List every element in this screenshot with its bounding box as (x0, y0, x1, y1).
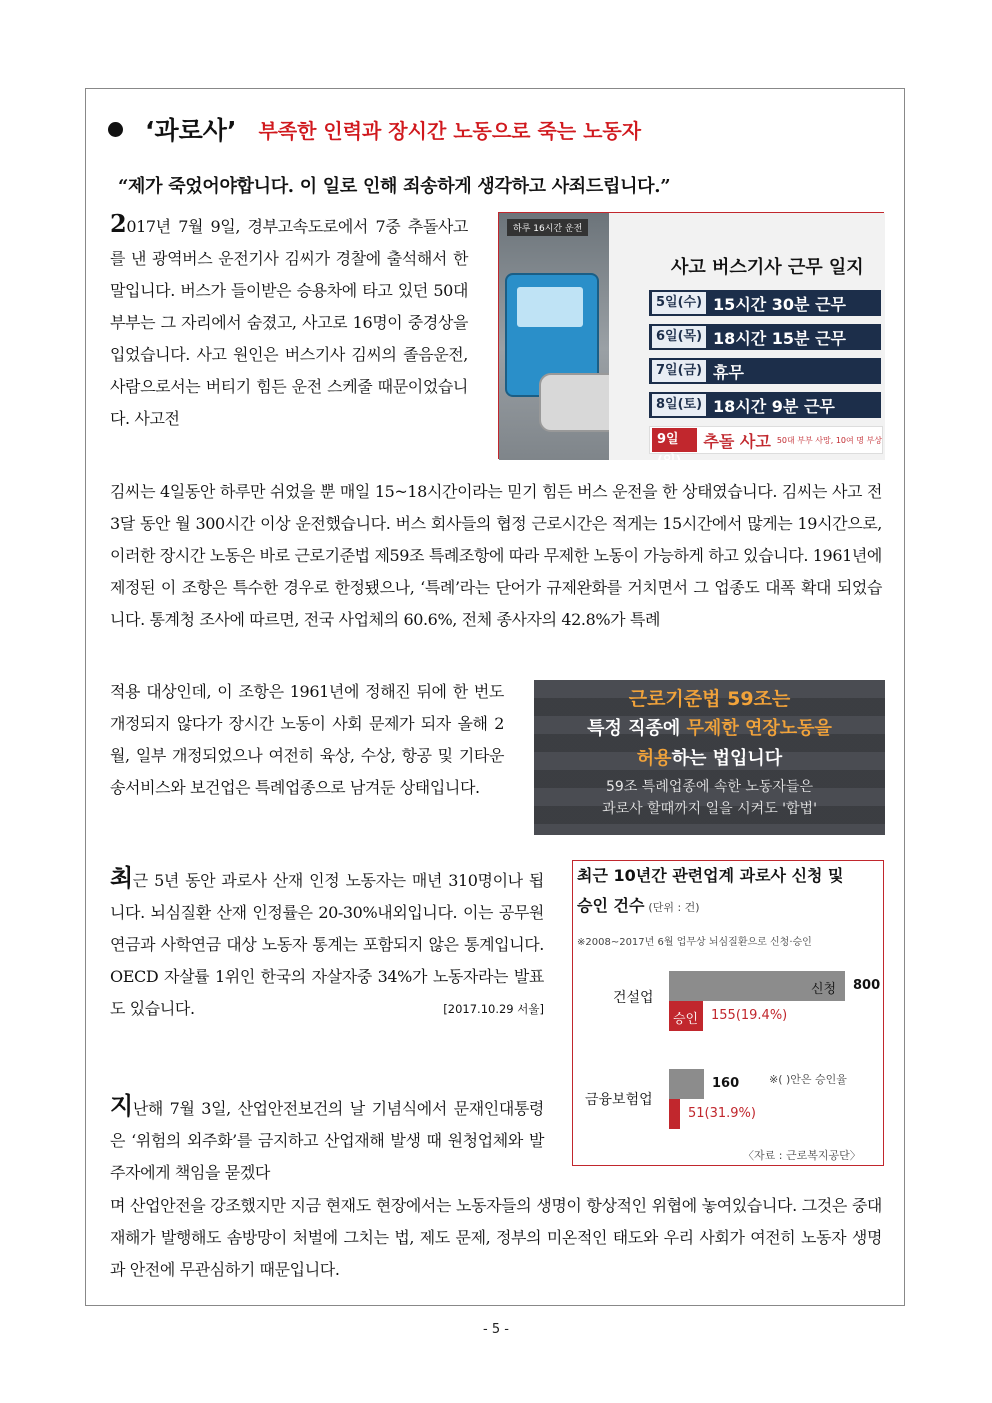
citation: [2017.10.29 서울] (443, 1002, 544, 1016)
chart-unit: (단위 : 건) (648, 901, 700, 914)
series-label-applied: 신청 (811, 982, 837, 997)
paragraph-3-wide: 며 산업안전을 강조했지만 지금 현재도 현장에서는 노동자들의 생명이 항상적인 위협에 놓여있습니다. 그것은 중대재해가 발행해도 솜방망이 처벌에 그치는 법, 제도 문제, 정부의 미온적인 태도와 우리 사회가 여전히 노동자 생명과 안전에 무관심하기 때문입니다. (110, 1196, 882, 1279)
paragraph-text: 근 5년 동안 과로사 산재 인정 노동자는 매년 310명이나 됩니다. 뇌심질환 산재 인정률은 20-30%내외입니다. 이는 공무원 연금과 사학연금 대상 노동자 통계는 포함되지 않은 통계입니다. OECD 자살률 1위인 한국의 자살자중 34%가 노동자라는 발표도 있습니다. (110, 871, 544, 1018)
value-label-approved: 155(19.4%) (711, 1008, 788, 1023)
schedule-value: 휴무 (713, 362, 744, 382)
caption-line-3 (534, 744, 885, 770)
dropcap: 지 (110, 1091, 133, 1120)
bar-approved (669, 1099, 680, 1129)
paragraph-1-wide: 김씨는 4일동안 하루만 쉬었을 뿐 매일 15~18시간이라는 믿기 힘든 버스 운전을 한 상태였습니다. 김씨는 사고 전 3달 동안 월 300시간 이상 운전했습니다. 버스 회사들의 협정 근로시간은 적게는 15시간에서 많게는 19시간으로, 이러한 장시간 노동은 바로 근로기준법 제59조 특례조항에 따라 무제한 노동이 가능하게 하고 있습니다. 1961년에 제정된 이 조항은 특수한 경우로 한정됐으나, ‘특례’라는 단어가 규제완화를 거치면서 그 업종도 대폭 확대 되었습니다. 통계청 조사에 따르면, 전국 사업체의 60.6%, 전체 종사자의 42.8%가 특례 (110, 482, 882, 629)
schedule-value: 15시간 30분 근무 (713, 294, 846, 314)
schedule-day: 8일(토) (651, 393, 707, 417)
schedule-row (649, 324, 881, 350)
page-number: - 5 - (483, 1322, 509, 1337)
chart-title-text: 최근 10년간 관련업계 과로사 신청 및 (577, 866, 844, 885)
paragraph-3-narrow (110, 1090, 544, 1189)
schedule-note: 50대 부부 사망, 10여 명 부상 (776, 435, 882, 445)
schedule-day: 5일(수) (651, 291, 707, 315)
chart-legend-note: ※( )안은 승인율 (769, 1073, 847, 1086)
caption-text: 특정 직종에 (587, 718, 687, 739)
caption-text: 허용 (636, 748, 672, 769)
value-label-applied: 160 (712, 1076, 740, 1091)
series-label-approved: 승인 (673, 1012, 699, 1027)
value-label-applied: 800 (853, 978, 881, 993)
paragraph-1-narrow (110, 208, 468, 435)
caption-text: 근로기준법 59조는 (628, 688, 791, 710)
schedule-row (649, 290, 881, 316)
caption-line-4: 59조 특례업종에 속한 노동자들은 (606, 779, 813, 795)
schedule-day: 7일(금) (651, 359, 707, 383)
schedule-value: 추돌 사고 (703, 431, 771, 451)
chart-title-line-2 (577, 893, 700, 916)
section-heading (108, 112, 641, 146)
schedule-value: 18시간 15분 근무 (713, 328, 846, 348)
paragraph-text: 난해 7월 3일, 산업안전보건의 날 기념식에서 문재인대통령은 ‘위험의 외주화’를 금지하고 산업재해 발생 때 원청업체와 발주자에게 책임을 묻겠다 (110, 1099, 544, 1182)
schedule-row (649, 358, 881, 384)
overwork-death-chart (572, 860, 884, 1166)
labor-law-caption-image (534, 680, 885, 835)
bus-schedule-photo (498, 212, 884, 469)
schedule-value: 18시간 9분 근무 (713, 396, 835, 416)
heading-keyword: ‘과로사’ (145, 116, 237, 145)
paragraph-1-after: 적용 대상인데, 이 조항은 1961년에 정해진 뒤에 한 번도 개정되지 않다가 장시간 노동이 사회 문제가 되자 올해 2월, 일부 개정되었으나 여전히 육상, 수상, 항공 및 기타운송서비스와 보건업은 특례업종으로 남겨둔 상태입니다. (110, 682, 504, 797)
quote: “제가 죽었어야합니다. 이 일로 인해 죄송하게 생각하고 사죄드립니다.” (118, 176, 671, 197)
heading-subtitle: 부족한 인력과 장시간 노동으로 죽는 노동자 (258, 118, 642, 143)
schedule-title: 사고 버스기사 근무 일지 (671, 257, 864, 278)
chart-title-text: 승인 건수 (577, 896, 645, 915)
category-label: 건설업 (613, 990, 654, 1006)
chart-note: ※2008~2017년 6월 업무상 뇌심질환으로 신청·승인 (577, 937, 812, 948)
schedule-row (649, 392, 881, 418)
bullet-icon (108, 122, 123, 137)
caption-text: 하는 법입니다 (671, 748, 783, 769)
caption-line-5: 과로사 할때까지 일을 시켜도 '합법' (602, 801, 817, 817)
chart-source: 〈자료 : 근로복지공단〉 (743, 1149, 861, 1162)
caption-text: 무제한 연장노동을 (686, 718, 832, 739)
paragraph-text: 017년 7월 9일, 경부고속도로에서 7중 추돌사고를 낸 광역버스 운전기사 김씨가 경찰에 출석해서 한 말입니다. 버스가 들이받은 승용차에 타고 있던 50대 부부는 그 자리에서 숨졌고, 사고로 16명이 중경상을 입었습니다. 사고 원인은 버스기사 김씨의 졸음운전, 사람으로서는 버티기 힘든 운전 스케줄 때문이었습니다. 사고전 (110, 217, 468, 428)
paragraph-2 (110, 862, 544, 1025)
category-label: 금융보험업 (585, 1092, 653, 1108)
schedule-row-accident (649, 426, 883, 469)
bar-applied (669, 1069, 704, 1099)
dropcap: 최 (110, 863, 133, 892)
caption-line-2 (534, 714, 885, 740)
value-label-approved: 51(31.9%) (688, 1106, 756, 1121)
schedule-day: 6일(목) (651, 325, 707, 349)
schedule-day: 9일(일) (652, 428, 697, 452)
chart-title (577, 863, 844, 886)
dropcap: 2 (110, 209, 127, 238)
photo-tag: 하루 16시간 운전 (507, 219, 588, 236)
caption-line-1 (534, 684, 885, 711)
